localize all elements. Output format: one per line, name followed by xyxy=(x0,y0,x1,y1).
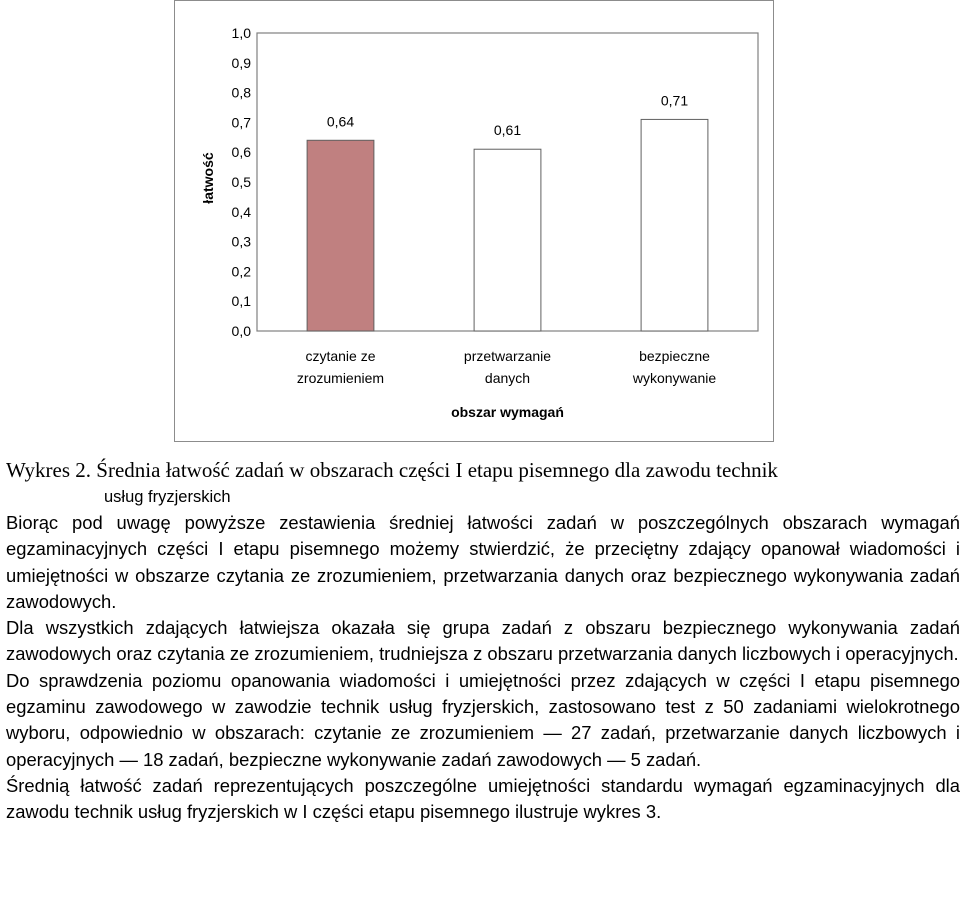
y-tick-label: 0,9 xyxy=(231,54,251,71)
x-category-label: bezpieczne xyxy=(639,348,710,364)
bar-value-label: 0,64 xyxy=(326,113,355,130)
y-tick-label: 0,8 xyxy=(231,84,251,101)
chart-caption: Wykres 2. Średnia łatwość zadań w obszarach części I etapu pisemnego dla zawodu technik xyxy=(6,458,778,482)
x-category-label: wykonywanie xyxy=(632,370,717,386)
paragraph-test-description: Do sprawdzenia poziomu opanowania wiadomości i umiejętności przez zdających w części I etapu pisemnego egzaminu zawodowego w zawodzie technik usług fryzjerskich, zastosowano test z 50 zadaniami wielokrotnego wyboru, odpowiednio w obszarach: czytanie ze zrozumieniem — 27 zadań, przetwarzanie danych liczbowych i operacyjnych — 18 zadań, bezpieczne wykonywanie zadań zawodowych — 5 zadań. xyxy=(6,669,960,770)
bar-value-label: 0,61 xyxy=(493,122,522,139)
y-tick-label: 0,1 xyxy=(231,293,251,310)
y-tick-label: 0,6 xyxy=(231,144,251,161)
y-tick-label: 1,0 xyxy=(231,25,251,41)
bar-value-label: 0,71 xyxy=(660,92,689,109)
x-category-label: czytanie ze xyxy=(305,348,376,364)
x-axis-label: obszar wymagań xyxy=(451,404,564,420)
y-tick-label: 0,3 xyxy=(231,233,251,250)
paragraph-comparison: Dla wszystkich zdających łatwiejsza okazała się grupa zadań z obszaru bezpiecznego wykonywania zadań zawodowych oraz czytania ze zrozumieniem, trudniejsza z obszaru przetwarzania danych liczbowych i operacyjnych. xyxy=(6,617,960,665)
bar xyxy=(474,149,541,331)
body-text xyxy=(6,510,960,826)
y-axis-label: łatwość xyxy=(200,152,216,204)
paragraph-next-chart: Średnią łatwość zadań reprezentujących poszczególne umiejętności standardu wymagań egzaminacyjnych dla zawodu technik usług fryzjerskich w I części etapu pisemnego ilustruje wykres 3. xyxy=(6,774,960,823)
x-category-label: zrozumieniem xyxy=(296,370,385,386)
chart-caption-continuation: usług fryzjerskich xyxy=(104,488,231,506)
y-tick-label: 0,5 xyxy=(231,174,251,190)
y-tick-label: 0,0 xyxy=(231,323,251,339)
chart-frame xyxy=(174,0,774,442)
bar-chart xyxy=(175,1,775,443)
bar xyxy=(641,119,708,331)
y-tick-label: 0,7 xyxy=(231,114,251,131)
x-category-label: przetwarzanie xyxy=(463,348,552,364)
paragraph-summary: Biorąc pod uwagę powyższe zestawienia średniej łatwości zadań w poszczególnych obszarach wymagań egzaminacyjnych części I etapu pisemnego możemy stwierdzić, że przeciętny zdający opanował wiadomości i umiejętności w obszarze czytania ze zrozumieniem, przetwarzania danych oraz bezpiecznego wykonywania zadań zawodowych. xyxy=(6,512,960,612)
y-tick-label: 0,2 xyxy=(231,263,251,280)
y-tick-label: 0,4 xyxy=(231,203,251,220)
bar xyxy=(307,140,374,331)
x-category-label: danych xyxy=(484,370,531,386)
